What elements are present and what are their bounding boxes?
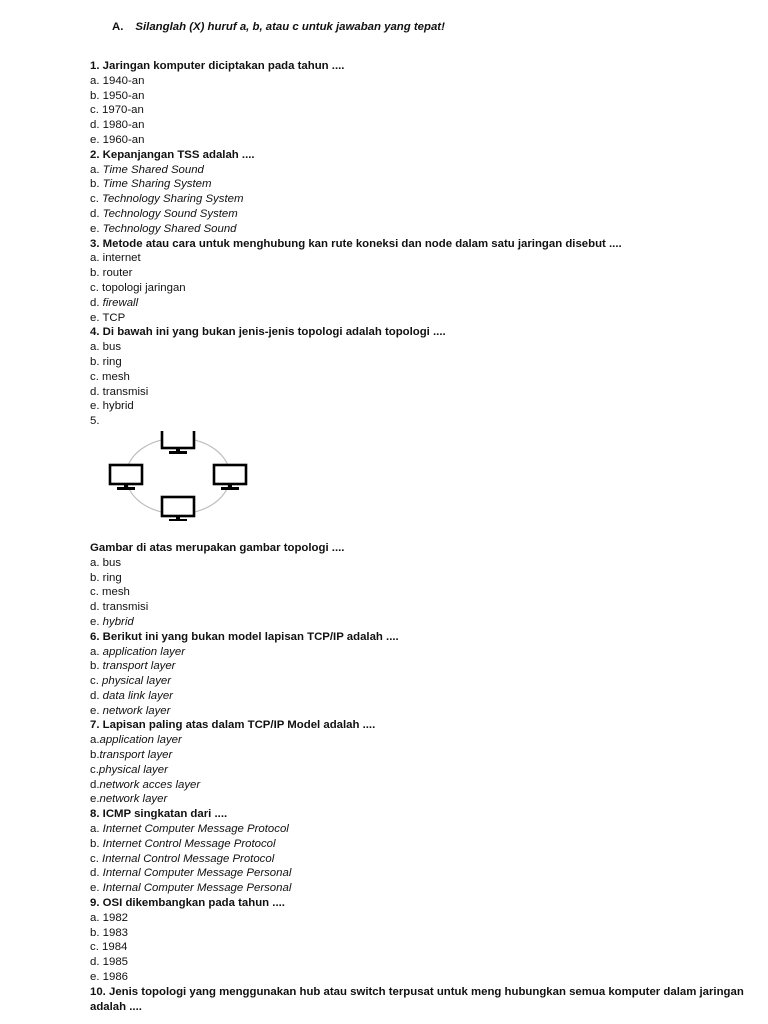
option-letter: b. bbox=[90, 837, 103, 850]
question-text: 3. Metode atau cara untuk menghubung kan rute koneksi dan node dalam satu jaringan disebut .... bbox=[90, 237, 622, 250]
answer-option bbox=[90, 74, 750, 89]
option-text: transmisi bbox=[102, 601, 149, 614]
ring-topology-figure bbox=[90, 429, 750, 541]
option-letter: c. bbox=[90, 370, 103, 383]
option-text: mesh bbox=[102, 370, 130, 383]
question-list bbox=[90, 59, 750, 1014]
answer-option bbox=[90, 704, 750, 719]
option-letter: b. bbox=[90, 660, 103, 673]
answer-option bbox=[90, 955, 750, 970]
option-text: hybrid bbox=[102, 400, 134, 413]
answer-option bbox=[90, 370, 750, 385]
question-text: 2. Kepanjangan TSS adalah .... bbox=[90, 148, 255, 161]
answer-option bbox=[90, 852, 750, 867]
section-instruction bbox=[112, 20, 445, 35]
option-letter: a. bbox=[90, 911, 103, 924]
answer-option bbox=[90, 281, 750, 296]
option-text: network layer bbox=[102, 704, 171, 717]
option-text: 1986 bbox=[102, 971, 129, 984]
option-letter: b. bbox=[90, 355, 103, 368]
option-text: physical layer bbox=[102, 675, 172, 688]
option-letter: c. bbox=[90, 586, 103, 599]
option-text: Internal Computer Message Personal bbox=[102, 867, 292, 880]
option-text: ring bbox=[102, 571, 122, 584]
question-1 bbox=[90, 59, 750, 148]
option-letter: a. bbox=[90, 341, 103, 354]
option-letter: a. bbox=[90, 734, 100, 747]
answer-option bbox=[90, 585, 750, 600]
option-text: Time Sharing System bbox=[102, 178, 212, 191]
option-letter: e. bbox=[90, 971, 103, 984]
option-text: bus bbox=[102, 556, 122, 569]
question-3 bbox=[90, 237, 750, 326]
option-text: physical layer bbox=[98, 763, 168, 776]
option-text: 1985 bbox=[102, 956, 129, 969]
option-text: data link layer bbox=[102, 689, 173, 702]
option-letter: d. bbox=[90, 778, 100, 791]
option-text: 1940-an bbox=[102, 74, 145, 87]
answer-option bbox=[90, 822, 750, 837]
option-letter: d. bbox=[90, 867, 103, 880]
question-5 bbox=[90, 414, 750, 630]
option-text: mesh bbox=[102, 586, 130, 599]
option-text: 1984 bbox=[102, 941, 128, 954]
answer-option bbox=[90, 177, 750, 192]
answer-option bbox=[90, 251, 750, 266]
option-letter: d. bbox=[90, 956, 103, 969]
option-letter: b. bbox=[90, 267, 103, 280]
question-text: 1. Jaringan komputer diciptakan pada tahun .... bbox=[90, 60, 345, 72]
question-text: 10. Jenis topologi yang menggunakan hub atau switch terpusat untuk meng hubungkan semua komputer dalam jaringan adalah .... bbox=[90, 985, 744, 1013]
answer-option bbox=[90, 340, 750, 355]
question-text: 8. ICMP singkatan dari .... bbox=[90, 808, 228, 821]
answer-option bbox=[90, 118, 750, 133]
option-text: TCP bbox=[102, 311, 126, 324]
option-letter: e. bbox=[90, 793, 100, 806]
answer-option bbox=[90, 778, 750, 793]
option-text: transport layer bbox=[102, 660, 176, 673]
option-text: 1970-an bbox=[102, 104, 144, 117]
question-7 bbox=[90, 718, 750, 807]
option-letter: b. bbox=[90, 178, 103, 191]
option-letter: a. bbox=[90, 823, 103, 836]
question-text: 4. Di bawah ini yang bukan jenis-jenis topologi adalah topologi .... bbox=[90, 326, 446, 339]
question-9 bbox=[90, 896, 750, 985]
option-letter: e. bbox=[90, 615, 103, 628]
question-number: 5. bbox=[90, 415, 100, 428]
answer-option bbox=[90, 163, 750, 178]
option-text: 1982 bbox=[102, 911, 129, 924]
option-text: Internet Control Message Protocol bbox=[102, 837, 276, 850]
option-text: Technology Shared Sound bbox=[102, 222, 237, 235]
option-letter: a. bbox=[90, 556, 103, 569]
question-text: 7. Lapisan paling atas dalam TCP/IP Model adalah .... bbox=[90, 719, 376, 732]
option-letter: a. bbox=[90, 252, 103, 265]
option-text: bus bbox=[102, 341, 122, 354]
option-text: Technology Sharing System bbox=[102, 193, 244, 206]
option-letter: e. bbox=[90, 222, 103, 235]
question-text: Gambar di atas merupakan gambar topologi .... bbox=[90, 541, 345, 554]
option-letter: d. bbox=[90, 296, 103, 309]
option-letter: a. bbox=[90, 163, 103, 176]
answer-option bbox=[90, 385, 750, 400]
answer-option bbox=[90, 355, 750, 370]
answer-option bbox=[90, 659, 750, 674]
option-text: Internet Computer Message Protocol bbox=[102, 823, 289, 836]
answer-option bbox=[90, 763, 750, 778]
question-8 bbox=[90, 807, 750, 896]
option-text: hybrid bbox=[102, 615, 134, 628]
computer-top-icon bbox=[162, 431, 194, 454]
answer-option bbox=[90, 926, 750, 941]
answer-option bbox=[90, 311, 750, 326]
computer-left-icon bbox=[110, 465, 142, 490]
option-text: transport layer bbox=[99, 749, 173, 762]
option-letter: b. bbox=[90, 926, 103, 939]
answer-option bbox=[90, 911, 750, 926]
answer-option bbox=[90, 970, 750, 985]
answer-option bbox=[90, 296, 750, 311]
question-text: 9. OSI dikembangkan pada tahun .... bbox=[90, 897, 285, 910]
option-letter: c. bbox=[90, 941, 103, 954]
option-letter: d. bbox=[90, 207, 103, 220]
option-letter: e. bbox=[90, 311, 103, 324]
option-text: Internal Control Message Protocol bbox=[102, 852, 275, 865]
option-letter: c. bbox=[90, 763, 99, 776]
option-letter: d. bbox=[90, 385, 103, 398]
option-letter: c. bbox=[90, 675, 103, 688]
ring-topology-diagram bbox=[108, 431, 248, 521]
option-text: firewall bbox=[102, 296, 139, 309]
option-letter: e. bbox=[90, 882, 103, 895]
option-text: transmisi bbox=[102, 385, 149, 398]
option-letter: b. bbox=[90, 89, 103, 102]
question-2 bbox=[90, 148, 750, 237]
answer-option bbox=[90, 940, 750, 955]
option-letter: e. bbox=[90, 400, 103, 413]
question-6 bbox=[90, 630, 750, 719]
answer-option bbox=[90, 103, 750, 118]
option-letter: e. bbox=[90, 133, 103, 146]
answer-option bbox=[90, 615, 750, 630]
option-letter: d. bbox=[90, 689, 103, 702]
option-text: 1950-an bbox=[102, 89, 145, 102]
answer-option bbox=[90, 792, 750, 807]
option-text: router bbox=[102, 267, 133, 280]
section-letter: A. bbox=[112, 21, 124, 33]
option-text: network acces layer bbox=[99, 778, 201, 791]
instruction-text: Silanglah (X) huruf a, b, atau c untuk jawaban yang tepat! bbox=[135, 21, 445, 33]
option-letter: c. bbox=[90, 104, 103, 117]
answer-option bbox=[90, 222, 750, 237]
answer-option bbox=[90, 733, 750, 748]
option-letter: c. bbox=[90, 281, 103, 294]
answer-option bbox=[90, 266, 750, 281]
option-text: network layer bbox=[99, 793, 168, 806]
answer-option bbox=[90, 866, 750, 881]
option-letter: c. bbox=[90, 852, 103, 865]
question-10 bbox=[90, 985, 750, 1015]
option-text: application layer bbox=[102, 645, 185, 658]
option-text: application layer bbox=[99, 734, 182, 747]
question-text: 6. Berikut ini yang bukan model lapisan TCP/IP adalah .... bbox=[90, 630, 399, 643]
option-letter: a. bbox=[90, 74, 103, 87]
answer-option bbox=[90, 881, 750, 896]
option-text: topologi jaringan bbox=[102, 281, 186, 294]
answer-option bbox=[90, 689, 750, 704]
answer-option bbox=[90, 133, 750, 148]
option-text: 1983 bbox=[102, 926, 129, 939]
answer-option bbox=[90, 748, 750, 763]
computer-right-icon bbox=[214, 465, 246, 490]
answer-option bbox=[90, 556, 750, 571]
answer-option bbox=[90, 207, 750, 222]
answer-option bbox=[90, 600, 750, 615]
answer-option bbox=[90, 571, 750, 586]
option-text: Technology Sound System bbox=[102, 207, 238, 220]
option-text: ring bbox=[102, 355, 122, 368]
option-letter: e. bbox=[90, 704, 103, 717]
option-text: 1960-an bbox=[102, 133, 145, 146]
answer-option bbox=[90, 645, 750, 660]
option-letter: a. bbox=[90, 645, 103, 658]
option-letter: b. bbox=[90, 571, 103, 584]
option-letter: b. bbox=[90, 749, 100, 762]
answer-option bbox=[90, 192, 750, 207]
answer-option bbox=[90, 837, 750, 852]
option-letter: d. bbox=[90, 601, 103, 614]
question-4 bbox=[90, 325, 750, 414]
option-text: internet bbox=[102, 252, 141, 265]
option-text: Time Shared Sound bbox=[102, 163, 204, 176]
option-letter: c. bbox=[90, 193, 103, 206]
option-text: 1980-an bbox=[102, 119, 145, 132]
answer-option bbox=[90, 89, 750, 104]
option-text: Internal Computer Message Personal bbox=[102, 882, 292, 895]
option-letter: d. bbox=[90, 119, 103, 132]
answer-option bbox=[90, 674, 750, 689]
answer-option bbox=[90, 399, 750, 414]
computer-bottom-icon bbox=[162, 497, 194, 521]
